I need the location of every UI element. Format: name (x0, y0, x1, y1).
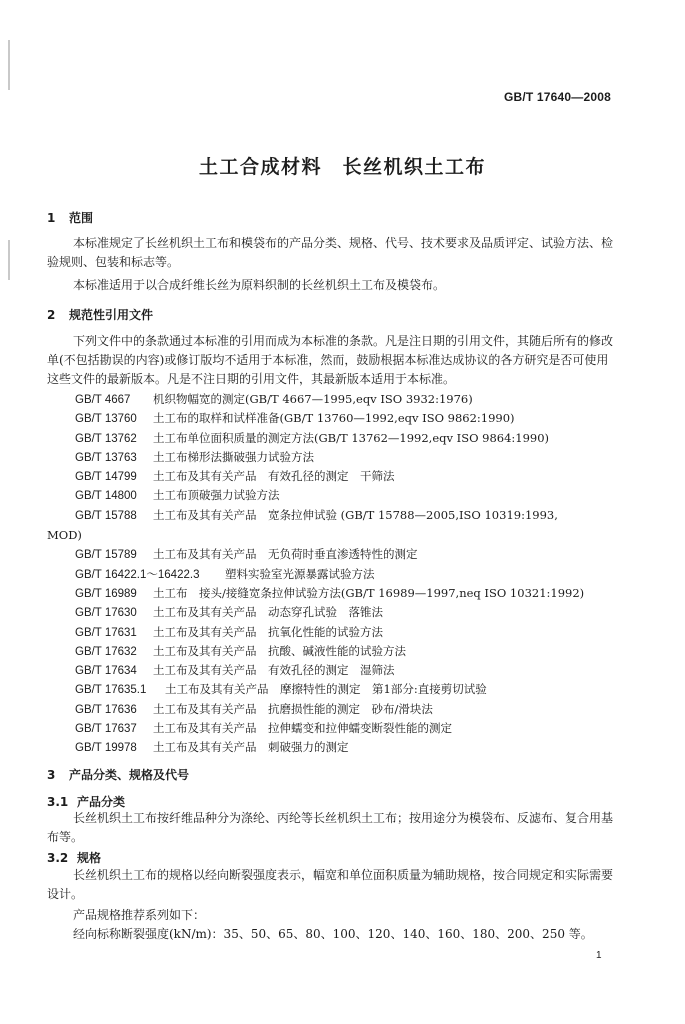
section-number: 3 (47, 768, 56, 782)
reference-title: 土工布及其有关产品 宽条拉伸试验 (GB/T 15788—2005,ISO 10319:1993, (153, 507, 558, 522)
scan-edge-mark (8, 240, 10, 280)
section-title: 规格 (77, 851, 102, 865)
normative-references-list (47, 390, 630, 758)
section-number: 1 (47, 211, 56, 225)
reference-code: GB/T 17637 (75, 723, 137, 736)
scan-edge-mark (8, 40, 10, 90)
section-3-2-paragraph: 长丝机织土工布的规格以经向断裂强度表示，幅宽和单位面积质量为辅助规格，按合同规定和实际需要设计。 (47, 868, 614, 901)
section-1-paragraph-1: 本标准规定了长丝机织土工布和模袋布的产品分类、规格、代号、技术要求及品质评定、试验方法、检验规则、包装和标志等。 (47, 236, 614, 269)
reference-item (75, 738, 630, 757)
reference-title: 土工布梯形法撕破强力试验方法 (153, 449, 314, 464)
reference-title: 土工布及其有关产品 无负荷时垂直渗透特性的测定 (153, 547, 418, 562)
reference-item (75, 719, 630, 738)
reference-item (75, 700, 630, 719)
reference-item (75, 486, 630, 505)
reference-title: 土工布及其有关产品 抗酸、碱液性能的试验方法 (153, 643, 406, 658)
reference-item (75, 680, 630, 699)
reference-code: GB/T 13760 (75, 413, 137, 426)
reference-code: GB/T 17636 (75, 703, 137, 716)
reference-code: GB/T 16422.1～16422.3 (75, 568, 200, 581)
section-number: 3.1 (47, 795, 69, 809)
reference-item (75, 603, 630, 622)
reference-title: 土工布顶破强力试验方法 (153, 488, 280, 503)
reference-title: 土工布及其有关产品 抗磨损性能的测定 砂布/滑块法 (153, 701, 433, 716)
reference-title: 塑料实验室光源暴露试验方法 (225, 566, 375, 581)
reference-code: GB/T 14799 (75, 471, 137, 484)
reference-code: GB/T 17635.1 (75, 684, 147, 697)
section-2-intro: 下列文件中的条款通过本标准的引用而成为本标准的条款。凡是注日期的引用文件，其随后所有的修改单(不包括勘误的内容)或修订版均不适用于本标准，然而，鼓励根据本标准达成协议的各方研究是否可使用这些文件的最新版本。凡是不注日期的引用文件，其最新版本适用于本标准。 (47, 334, 614, 386)
section-3-1-paragraph: 长丝机织土工布按纤维品种分为涤纶、丙纶等长丝机织土工布；按用途分为模袋布、反滤布、复合用基布等。 (47, 811, 614, 844)
reference-item (75, 545, 630, 564)
section-title: 规范性引用文件 (69, 308, 154, 322)
section-number: 2 (47, 308, 56, 322)
section-2-heading (47, 306, 153, 323)
reference-item (75, 642, 630, 661)
standard-code: GB/T 17640—2008 (503, 90, 611, 104)
reference-title: 土工布单位面积质量的测定方法(GB/T 13762—1992,eqv ISO 9864:1990) (153, 430, 550, 445)
section-3-2-heading (47, 849, 101, 866)
reference-item (75, 429, 630, 448)
reference-item (75, 390, 630, 409)
reference-title-continued: MOD) (47, 528, 82, 543)
reference-item (75, 467, 630, 486)
reference-title: 土工布 接头/接缝宽条拉伸试验方法(GB/T 16989—1997,neq ISO 10321:1992) (153, 585, 585, 600)
reference-code: GB/T 4667 (75, 394, 131, 406)
reference-code: GB/T 15788 (75, 509, 137, 522)
reference-code: GB/T 13763 (75, 451, 137, 464)
reference-item (75, 584, 630, 603)
reference-code: GB/T 16989 (75, 587, 137, 600)
section-3-1-heading (47, 793, 125, 810)
reference-title: 土工布及其有关产品 刺破强力的测定 (153, 740, 349, 755)
reference-code: GB/T 14800 (75, 490, 137, 503)
reference-title: 土工布及其有关产品 有效孔径的测定 干筛法 (153, 469, 395, 484)
page-number: 1 (596, 950, 602, 961)
reference-title: 土工布及其有关产品 拉伸蠕变和拉伸蠕变断裂性能的测定 (153, 721, 452, 736)
reference-item (75, 565, 630, 584)
reference-title: 土工布及其有关产品 摩擦特性的测定 第1部分:直接剪切试验 (165, 682, 487, 697)
reference-item (75, 448, 630, 467)
reference-title: 土工布及其有关产品 动态穿孔试验 落锥法 (153, 605, 383, 620)
reference-code: GB/T 17632 (75, 645, 137, 658)
section-title: 产品分类 (77, 795, 126, 809)
section-3-2-series-values: 经向标称断裂强度(kN/m)：35、50、65、80、100、120、140、160、180、200、250 等。 (73, 927, 593, 941)
section-number: 3.2 (47, 851, 69, 865)
section-3-heading (47, 766, 189, 783)
reference-title: 土工布及其有关产品 有效孔径的测定 湿筛法 (153, 663, 395, 678)
reference-item (75, 661, 630, 680)
reference-title: 机织物幅宽的测定(GB/T 4667—1995,eqv ISO 3932:1976) (153, 392, 473, 406)
reference-title: 土工布的取样和试样准备(GB/T 13760—1992,eqv ISO 9862:1990) (153, 411, 515, 426)
reference-code: GB/T 17634 (75, 665, 137, 678)
section-title: 范围 (69, 211, 94, 225)
section-1-paragraph-2: 本标准适用于以合成纤维长丝为原料织制的长丝机织土工布及模袋布。 (73, 278, 446, 292)
reference-code: GB/T 17630 (75, 607, 137, 620)
reference-item (75, 623, 630, 642)
section-3-2-series-intro: 产品规格推荐系列如下： (73, 908, 206, 922)
document-title: 土工合成材料 长丝机织土工布 (198, 156, 486, 178)
reference-item (75, 409, 630, 428)
reference-title: 土工布及其有关产品 抗氧化性能的试验方法 (153, 624, 383, 639)
reference-code: GB/T 15789 (75, 549, 137, 562)
reference-code: GB/T 17631 (75, 626, 137, 639)
reference-item (47, 506, 630, 546)
section-title: 产品分类、规格及代号 (69, 768, 190, 782)
section-1-heading (47, 209, 93, 226)
reference-code: GB/T 19978 (75, 742, 137, 755)
reference-code: GB/T 13762 (75, 432, 137, 445)
